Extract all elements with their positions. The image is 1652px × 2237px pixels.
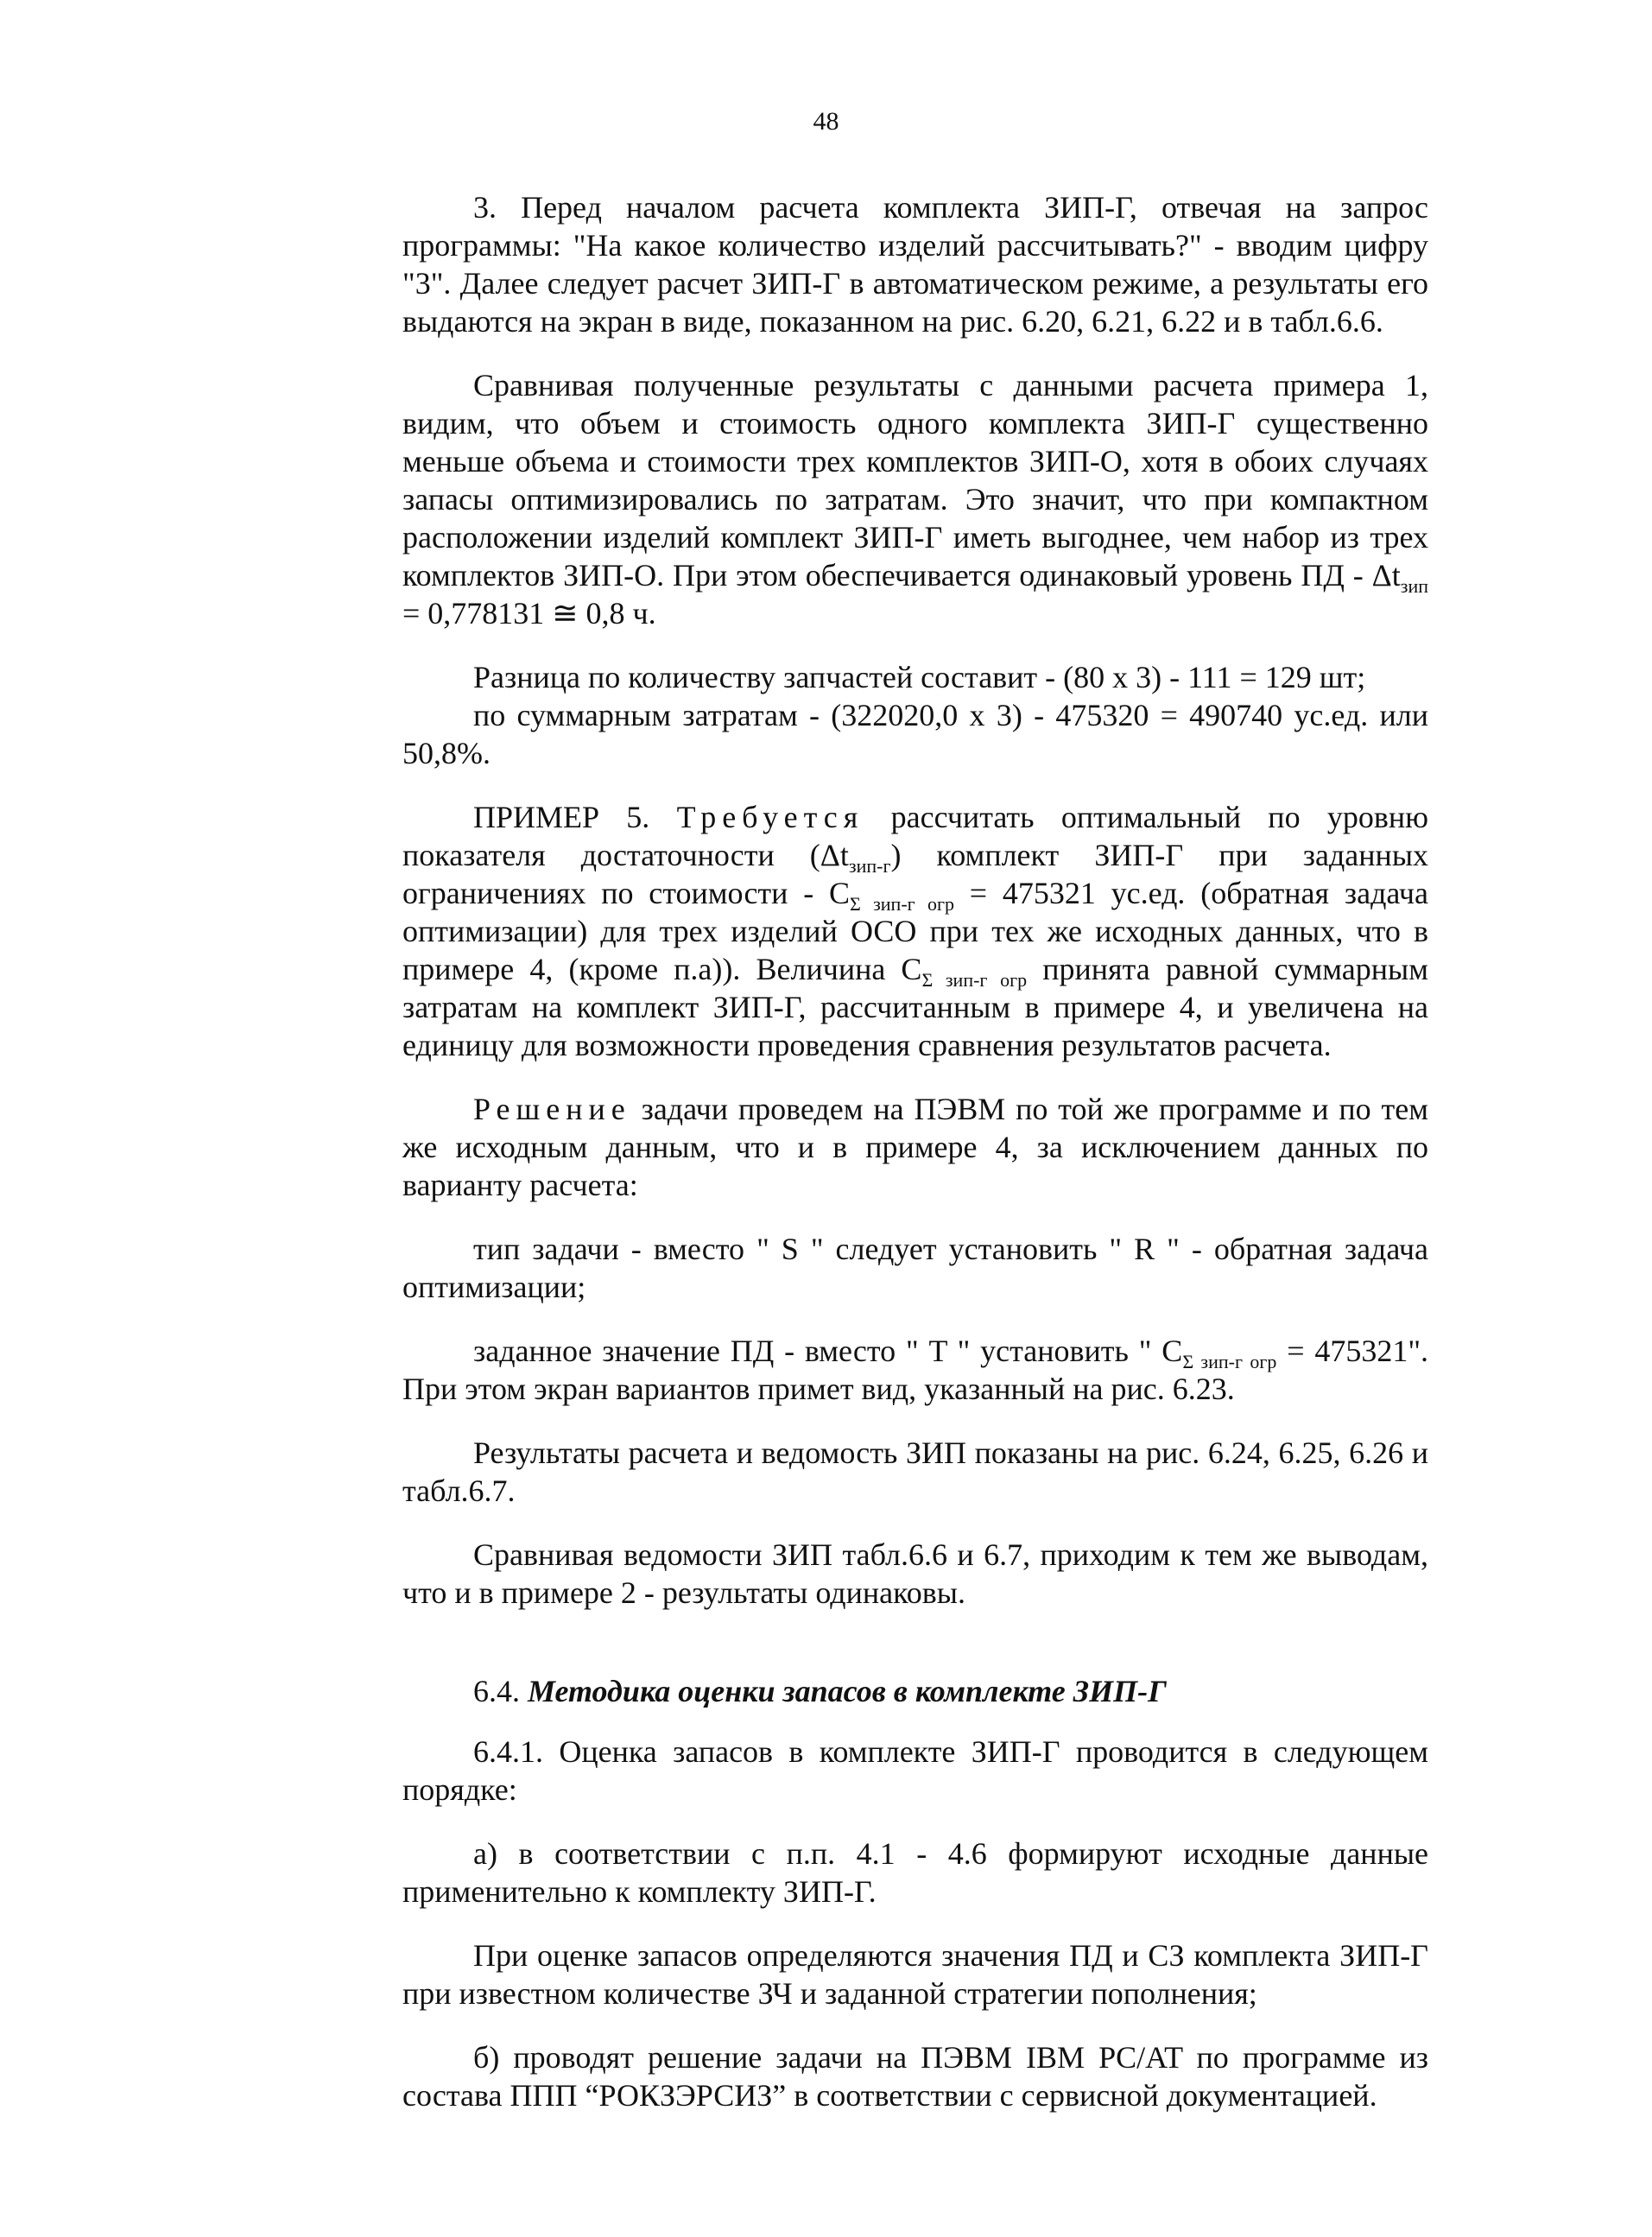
subscript-zip-g: зип-г (848, 855, 891, 878)
paragraph-evaluation: При оценке запасов определяются значения ПД и СЗ комплекта ЗИП-Г при известном количестве ЗЧ и заданной стратегии пополнения; (402, 1938, 1428, 2011)
paragraph-example-5 (402, 798, 1428, 1064)
section-title: Методика оценки запасов в комплекте ЗИП-Г (528, 1674, 1167, 1708)
example-5-text-1: рассчитать оптимальный по уровню показателя достаточности (Δt (402, 800, 1428, 872)
paragraph-results: Результаты расчета и ведомость ЗИП показаны на рис. 6.24, 6.25, 6.26 и табл.6.7. (402, 1435, 1428, 1508)
section-number: 6.4. (473, 1674, 528, 1708)
paragraph-item-b: б) проводят решение задачи на ПЭВМ IBM PC/AT по программе из состава ППП “РОКЗЭРСИЗ” в соответствии с сервисной документацией. (402, 2040, 1428, 2113)
comparison-text: Сравнивая полученные результаты с данными расчета примера 1, видим, что объем и стоимость одного комплекта ЗИП-Г существенно меньше объема и стоимости трех комплектов ЗИП-О, хотя в обоих случаях запасы оптимизировались по затратам. Это значит, что при компактном расположении изделий комплект ЗИП-Г иметь выгоднее, чем набор из трех комплектов ЗИП-О. При этом обеспечивается одинаковый уровень ПД - Δt (402, 368, 1428, 593)
target-value-text-1: заданное значение ПД - вместо " T " установить " C (473, 1334, 1183, 1368)
document-body (402, 188, 1428, 2140)
example-5-required: Требуется (676, 800, 864, 834)
example-5-text-4: принята равной суммарным затратам на комплект ЗИП-Г, рассчитанным в примере 4, и увеличена на единицу для возможности проведения сравнения результатов расчета. (402, 952, 1428, 1062)
comparison-value: = 0,778131 ≅ 0,8 ч. (402, 596, 656, 631)
section-heading (402, 1672, 1428, 1710)
page-number: 48 (813, 107, 839, 136)
subscript-sigma-limit-3: Σ зип-г огр (1182, 1351, 1277, 1373)
paragraph-item-a: а) в соответствии с п.п. 4.1 - 4.6 формируют исходные данные применительно к комплекту ЗИП-Г. (402, 1836, 1428, 1909)
example-5-lead: ПРИМЕР 5. (473, 800, 677, 834)
paragraph-solution (402, 1090, 1428, 1204)
paragraph-conclusion: Сравнивая ведомости ЗИП табл.6.6 и 6.7, приходим к тем же выводам, что и в примере 2 - результаты одинаковы. (402, 1537, 1428, 1610)
paragraph-target-value (402, 1332, 1428, 1408)
paragraph-parts-difference: Разница по количеству запчастей составит - (80 х 3) - 111 = 129 шт; (473, 660, 1366, 694)
example-5-text-2: ) комплект ЗИП-Г при заданных ограничениях по стоимости - C (402, 838, 1429, 910)
subscript-sigma-limit-2: Σ зип-г огр (921, 969, 1028, 992)
subscript-sigma-limit-1: Σ зип-г огр (850, 893, 954, 916)
paragraph-comparison (402, 366, 1428, 632)
solution-text: задачи проведем на ПЭВМ по той же программе и по тем же исходным данным, что и в примере 4, за исключением данных по варианту расчета: (402, 1092, 1428, 1202)
paragraph-6-4-1: 6.4.1. Оценка запасов в комплекте ЗИП-Г проводится в следующем порядке: (402, 1734, 1428, 1807)
target-value-text-2: = 475321". При этом экран вариантов примет вид, указанный на рис. 6.23. (402, 1334, 1429, 1406)
paragraph-step-3: 3. Перед началом расчета комплекта ЗИП-Г, отвечая на запрос программы: "На какое количество изделий рассчитывать?" - вводим цифру "3". Далее следует расчет ЗИП-Г в автоматическом режиме, а результаты его выдаются на экран в виде, показанном на рис. 6.20, 6.21, 6.22 и в табл.6.6. (402, 190, 1428, 339)
example-5-text-3: = 475321 ус.ед. (обратная задача оптимизации) для трех изделий ОСО при тех же исходных данных, что в примере 4, (кроме п.а)). Величина C (402, 876, 1429, 986)
paragraph-task-type: тип задачи - вместо " S " следует установить " R " - обратная задача оптимизации; (402, 1232, 1428, 1304)
paragraph-cost-difference: по суммарным затратам - (322020,0 х 3) - 475320 = 490740 ус.ед. или 50,8%. (402, 698, 1428, 770)
solution-label: Решение (473, 1092, 631, 1126)
subscript-zip: зип (1400, 575, 1428, 598)
